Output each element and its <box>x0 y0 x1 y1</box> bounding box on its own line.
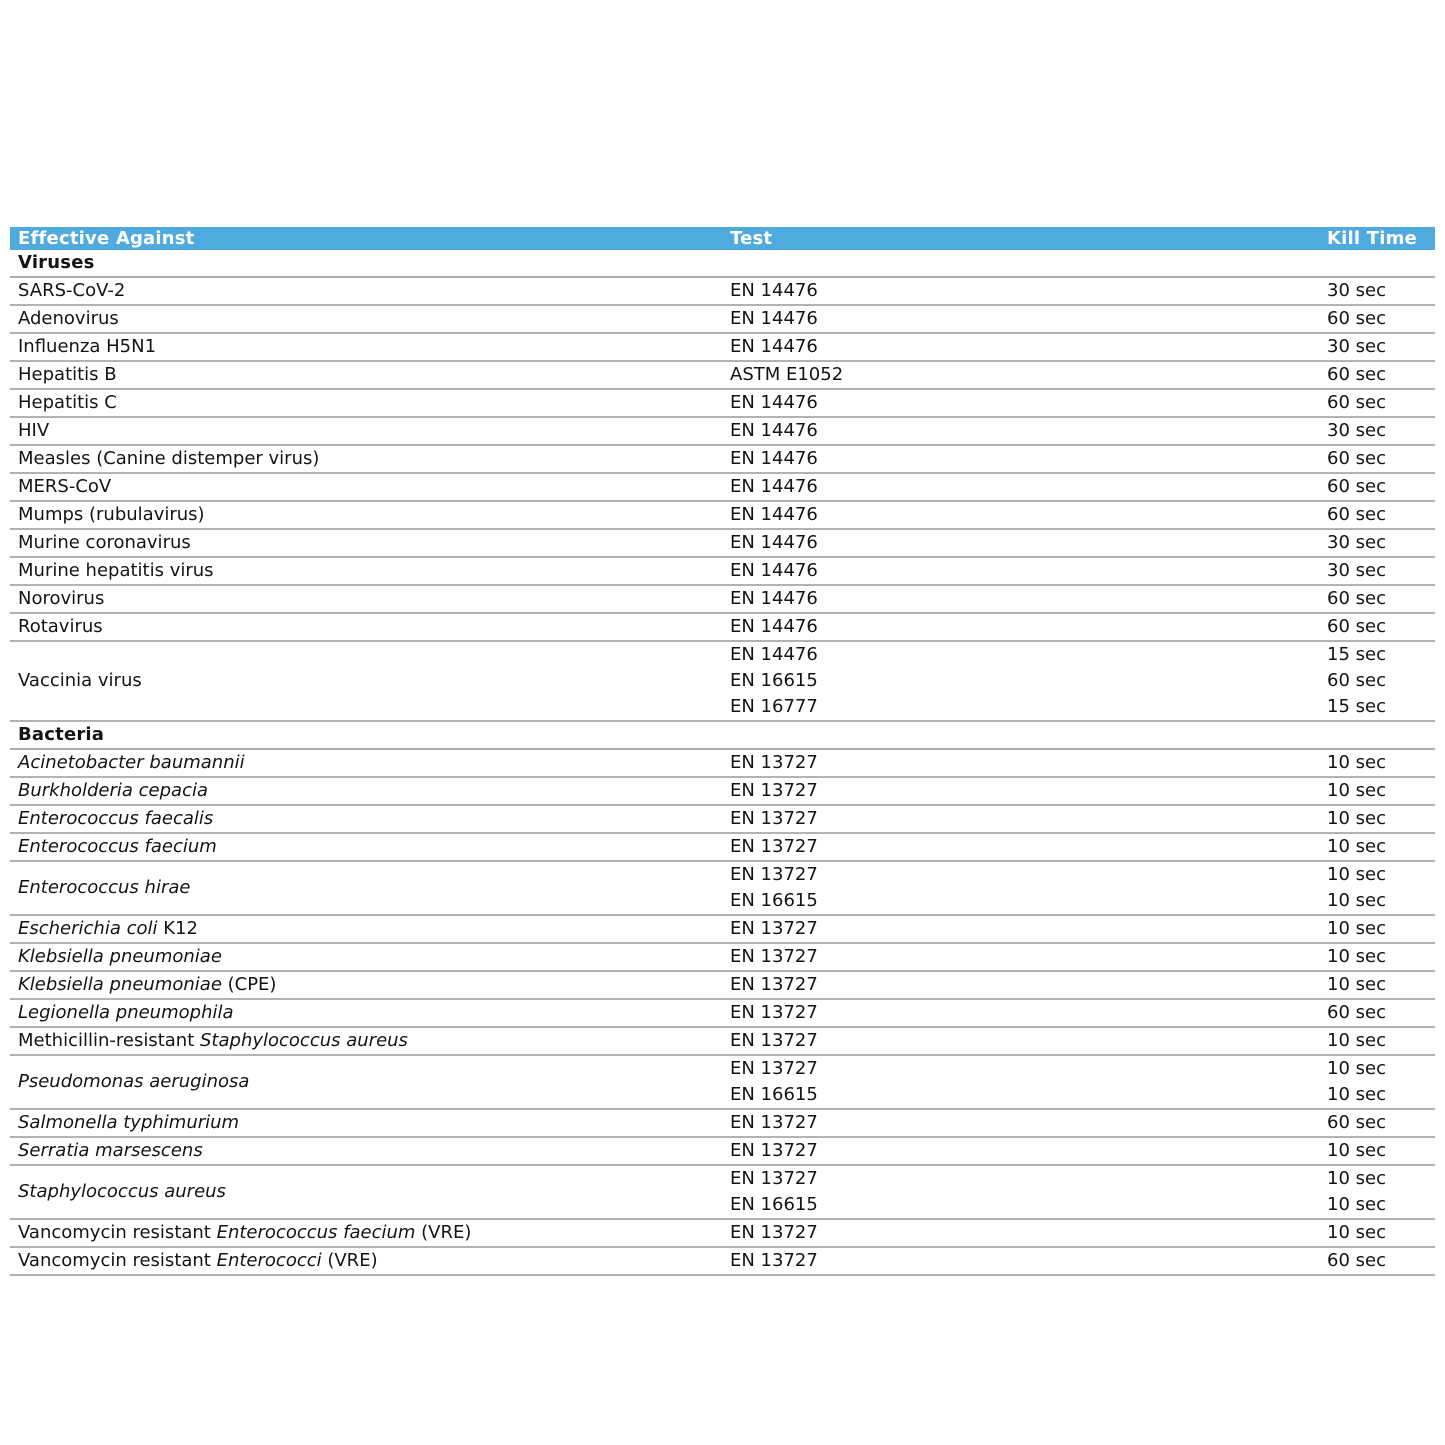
kill-time-value: 10 sec <box>1327 864 1386 885</box>
organism-name-part: Acinetobacter baumannii <box>18 752 245 773</box>
kill-time-cell <box>1327 861 1435 915</box>
organism-cell <box>10 1165 730 1219</box>
test-cell <box>730 971 1327 999</box>
kill-time-cell <box>1327 389 1435 417</box>
kill-time-value: 10 sec <box>1327 808 1386 829</box>
table-row <box>10 1027 1435 1055</box>
kill-time-value: 10 sec <box>1327 890 1386 911</box>
table-row <box>10 417 1435 445</box>
test-standard: EN 16615 <box>730 1084 818 1105</box>
table-row <box>10 473 1435 501</box>
test-cell <box>730 333 1327 361</box>
header-effective-against: Effective Against <box>10 227 730 250</box>
kill-time-value: 10 sec <box>1327 1084 1386 1105</box>
kill-time-cell <box>1327 333 1435 361</box>
organism-name-part: Serratia marsescens <box>18 1140 203 1161</box>
table-body <box>10 250 1435 1275</box>
kill-time-value: 60 sec <box>1327 504 1386 525</box>
kill-time-value: 10 sec <box>1327 780 1386 801</box>
organism-name-part: Enterococcus faecium <box>216 1222 416 1243</box>
organism-name-part: Mumps (rubulavirus) <box>18 504 205 525</box>
organism-name-part: HIV <box>18 420 50 441</box>
test-standard: EN 13727 <box>730 752 818 773</box>
table-row <box>10 305 1435 333</box>
test-standard: EN 16615 <box>730 890 818 911</box>
organism-cell <box>10 943 730 971</box>
organism-name-part: (CPE) <box>221 974 277 995</box>
organism-name-part: Salmonella typhimurium <box>18 1112 240 1133</box>
organism-name-part: Legionella pneumophila <box>18 1002 234 1023</box>
kill-time-cell <box>1327 1137 1435 1165</box>
kill-time-cell <box>1327 445 1435 473</box>
test-cell <box>730 1137 1327 1165</box>
organism-name-part: Escherichia coli <box>18 918 158 939</box>
test-standard: EN 13727 <box>730 836 818 857</box>
kill-time-cell <box>1327 777 1435 805</box>
test-standard: EN 14476 <box>730 448 818 469</box>
kill-time-cell <box>1327 305 1435 333</box>
organism-cell <box>10 389 730 417</box>
test-standard: EN 13727 <box>730 864 818 885</box>
test-standard: EN 14476 <box>730 532 818 553</box>
kill-time-value: 30 sec <box>1327 336 1386 357</box>
organism-cell <box>10 1219 730 1247</box>
test-cell <box>730 557 1327 585</box>
test-cell <box>730 915 1327 943</box>
kill-time-cell <box>1327 473 1435 501</box>
kill-time-value: 60 sec <box>1327 392 1386 413</box>
organism-cell <box>10 585 730 613</box>
organism-cell <box>10 1247 730 1275</box>
organism-name-part: MERS-CoV <box>18 476 112 497</box>
organism-name-part: Influenza H5N1 <box>18 336 157 357</box>
kill-time-cell <box>1327 641 1435 721</box>
organism-cell <box>10 501 730 529</box>
test-cell <box>730 1247 1327 1275</box>
test-cell <box>730 1027 1327 1055</box>
kill-time-cell <box>1327 529 1435 557</box>
kill-time-cell <box>1327 943 1435 971</box>
test-standard: EN 14476 <box>730 560 818 581</box>
section-row <box>10 721 1435 749</box>
test-cell <box>730 833 1327 861</box>
organism-cell <box>10 641 730 721</box>
test-cell <box>730 501 1327 529</box>
kill-time-cell <box>1327 277 1435 305</box>
test-standard: EN 14476 <box>730 336 818 357</box>
organism-cell <box>10 529 730 557</box>
organism-name-part: Hepatitis C <box>18 392 117 413</box>
section-label: Viruses <box>10 250 1435 277</box>
kill-time-value: 10 sec <box>1327 1222 1386 1243</box>
test-standard: EN 13727 <box>730 1222 818 1243</box>
test-standard: EN 13727 <box>730 808 818 829</box>
kill-time-value: 60 sec <box>1327 476 1386 497</box>
organism-name-part: Klebsiella pneumoniae <box>18 946 222 967</box>
test-standard: EN 13727 <box>730 946 818 967</box>
kill-time-value: 10 sec <box>1327 1194 1386 1215</box>
test-standard: EN 16615 <box>730 670 818 691</box>
table-row <box>10 999 1435 1027</box>
test-standard: EN 13727 <box>730 1250 818 1271</box>
kill-time-value: 10 sec <box>1327 836 1386 857</box>
table-row <box>10 1219 1435 1247</box>
test-cell <box>730 1109 1327 1137</box>
kill-time-value: 15 sec <box>1327 644 1386 665</box>
kill-time-value: 10 sec <box>1327 918 1386 939</box>
organism-cell <box>10 613 730 641</box>
kill-time-cell <box>1327 749 1435 777</box>
organism-cell <box>10 1055 730 1109</box>
kill-time-cell <box>1327 805 1435 833</box>
test-standard: EN 14476 <box>730 420 818 441</box>
table-row <box>10 1137 1435 1165</box>
test-standard: EN 14476 <box>730 308 818 329</box>
test-standard: EN 13727 <box>730 918 818 939</box>
kill-time-value: 60 sec <box>1327 670 1386 691</box>
organism-name-part: SARS-CoV-2 <box>18 280 126 301</box>
test-cell <box>730 277 1327 305</box>
test-cell <box>730 361 1327 389</box>
test-standard: EN 13727 <box>730 1030 818 1051</box>
organism-cell <box>10 333 730 361</box>
kill-time-cell <box>1327 1027 1435 1055</box>
organism-name-part: (VRE) <box>415 1222 472 1243</box>
table-row <box>10 971 1435 999</box>
kill-time-value: 60 sec <box>1327 1112 1386 1133</box>
organism-name-part: (VRE) <box>321 1250 378 1271</box>
section-label: Bacteria <box>10 721 1435 749</box>
kill-time-value: 10 sec <box>1327 1140 1386 1161</box>
organism-cell <box>10 361 730 389</box>
test-standard: EN 14476 <box>730 644 818 665</box>
organism-cell <box>10 971 730 999</box>
table-row <box>10 333 1435 361</box>
kill-time-value: 60 sec <box>1327 1250 1386 1271</box>
kill-time-value: 60 sec <box>1327 588 1386 609</box>
kill-time-value: 10 sec <box>1327 1058 1386 1079</box>
test-cell <box>730 529 1327 557</box>
organism-name-part: Murine coronavirus <box>18 532 191 553</box>
test-standard: EN 14476 <box>730 616 818 637</box>
organism-cell <box>10 445 730 473</box>
kill-time-cell <box>1327 613 1435 641</box>
kill-time-cell <box>1327 361 1435 389</box>
organism-cell <box>10 777 730 805</box>
test-cell <box>730 943 1327 971</box>
test-standard: EN 14476 <box>730 504 818 525</box>
test-cell <box>730 473 1327 501</box>
kill-time-value: 10 sec <box>1327 752 1386 773</box>
test-cell <box>730 749 1327 777</box>
test-standard: EN 13727 <box>730 1140 818 1161</box>
efficacy-table <box>10 227 1435 1276</box>
kill-time-value: 30 sec <box>1327 560 1386 581</box>
kill-time-cell <box>1327 999 1435 1027</box>
kill-time-cell <box>1327 417 1435 445</box>
test-cell <box>730 305 1327 333</box>
kill-time-value: 10 sec <box>1327 1030 1386 1051</box>
kill-time-value: 15 sec <box>1327 696 1386 717</box>
table-row <box>10 277 1435 305</box>
test-standard: EN 14476 <box>730 476 818 497</box>
organism-cell <box>10 861 730 915</box>
kill-time-cell <box>1327 1219 1435 1247</box>
table-row <box>10 1165 1435 1219</box>
test-cell <box>730 805 1327 833</box>
test-cell <box>730 417 1327 445</box>
table-row <box>10 1055 1435 1109</box>
kill-time-cell <box>1327 1247 1435 1275</box>
table-row <box>10 361 1435 389</box>
section-row <box>10 250 1435 277</box>
organism-name-part: Staphylococcus aureus <box>200 1030 408 1051</box>
test-cell <box>730 1165 1327 1219</box>
test-standard: EN 13727 <box>730 1168 818 1189</box>
test-standard: EN 13727 <box>730 974 818 995</box>
kill-time-cell <box>1327 501 1435 529</box>
organism-cell <box>10 915 730 943</box>
table-row <box>10 501 1435 529</box>
test-standard: EN 16615 <box>730 1194 818 1215</box>
kill-time-value: 60 sec <box>1327 448 1386 469</box>
organism-cell <box>10 833 730 861</box>
organism-cell <box>10 805 730 833</box>
table-row <box>10 749 1435 777</box>
organism-name-part: K12 <box>157 918 198 939</box>
test-standard: ASTM E1052 <box>730 364 844 385</box>
test-cell <box>730 1219 1327 1247</box>
test-standard: EN 16777 <box>730 696 818 717</box>
table-row <box>10 777 1435 805</box>
header-kill-time: Kill Time <box>1327 227 1435 250</box>
organism-cell <box>10 557 730 585</box>
table-row <box>10 1109 1435 1137</box>
test-cell <box>730 585 1327 613</box>
organism-cell <box>10 1137 730 1165</box>
kill-time-cell <box>1327 585 1435 613</box>
kill-time-value: 10 sec <box>1327 974 1386 995</box>
kill-time-value: 60 sec <box>1327 308 1386 329</box>
organism-cell <box>10 277 730 305</box>
kill-time-value: 10 sec <box>1327 946 1386 967</box>
test-cell <box>730 777 1327 805</box>
organism-cell <box>10 1109 730 1137</box>
organism-name-part: Measles (Canine distemper virus) <box>18 448 320 469</box>
table-header-row <box>10 227 1435 250</box>
organism-name-part: Vancomycin resistant <box>18 1222 217 1243</box>
organism-cell <box>10 1027 730 1055</box>
test-standard: EN 13727 <box>730 1058 818 1079</box>
kill-time-cell <box>1327 557 1435 585</box>
test-standard: EN 14476 <box>730 392 818 413</box>
organism-cell <box>10 473 730 501</box>
organism-name-part: Norovirus <box>18 588 105 609</box>
organism-name-part: Adenovirus <box>18 308 119 329</box>
kill-time-value: 10 sec <box>1327 1168 1386 1189</box>
test-cell <box>730 641 1327 721</box>
table-row <box>10 943 1435 971</box>
kill-time-cell <box>1327 1055 1435 1109</box>
organism-name-part: Murine hepatitis virus <box>18 560 214 581</box>
table-row <box>10 915 1435 943</box>
organism-name-part: Enterococcus faecalis <box>18 808 214 829</box>
table-row <box>10 805 1435 833</box>
kill-time-cell <box>1327 833 1435 861</box>
kill-time-cell <box>1327 1109 1435 1137</box>
organism-name-part: Hepatitis B <box>18 364 117 385</box>
organism-name-part: Vaccinia virus <box>18 670 142 691</box>
organism-cell <box>10 749 730 777</box>
kill-time-value: 30 sec <box>1327 532 1386 553</box>
test-standard: EN 14476 <box>730 280 818 301</box>
test-cell <box>730 999 1327 1027</box>
test-standard: EN 13727 <box>730 1112 818 1133</box>
kill-time-value: 60 sec <box>1327 1002 1386 1023</box>
kill-time-value: 30 sec <box>1327 420 1386 441</box>
organism-name-part: Staphylococcus aureus <box>18 1181 226 1202</box>
table-row <box>10 529 1435 557</box>
table-row <box>10 557 1435 585</box>
table-row <box>10 641 1435 721</box>
table-row <box>10 389 1435 417</box>
table-row <box>10 1247 1435 1275</box>
organism-name-part: Klebsiella pneumoniae <box>18 974 222 995</box>
table-row <box>10 861 1435 915</box>
test-cell <box>730 445 1327 473</box>
test-cell <box>730 861 1327 915</box>
organism-name-part: Enterococci <box>216 1250 322 1271</box>
kill-time-value: 60 sec <box>1327 616 1386 637</box>
organism-cell <box>10 417 730 445</box>
table-row <box>10 585 1435 613</box>
organism-name-part: Vancomycin resistant <box>18 1250 217 1271</box>
table-row <box>10 613 1435 641</box>
test-cell <box>730 1055 1327 1109</box>
test-cell <box>730 389 1327 417</box>
organism-name-part: Enterococcus faecium <box>18 836 217 857</box>
kill-time-cell <box>1327 971 1435 999</box>
organism-cell <box>10 999 730 1027</box>
kill-time-cell <box>1327 1165 1435 1219</box>
test-standard: EN 14476 <box>730 588 818 609</box>
test-standard: EN 13727 <box>730 1002 818 1023</box>
organism-name-part: Methicillin-resistant <box>18 1030 200 1051</box>
organism-name-part: Burkholderia cepacia <box>18 780 209 801</box>
kill-time-value: 60 sec <box>1327 364 1386 385</box>
kill-time-value: 30 sec <box>1327 280 1386 301</box>
kill-time-cell <box>1327 915 1435 943</box>
organism-name-part: Pseudomonas aeruginosa <box>18 1071 250 1092</box>
test-cell <box>730 613 1327 641</box>
table-row <box>10 445 1435 473</box>
organism-name-part: Rotavirus <box>18 616 103 637</box>
organism-cell <box>10 305 730 333</box>
organism-name-part: Enterococcus hirae <box>18 877 191 898</box>
test-standard: EN 13727 <box>730 780 818 801</box>
table-row <box>10 833 1435 861</box>
header-test: Test <box>730 227 1327 250</box>
